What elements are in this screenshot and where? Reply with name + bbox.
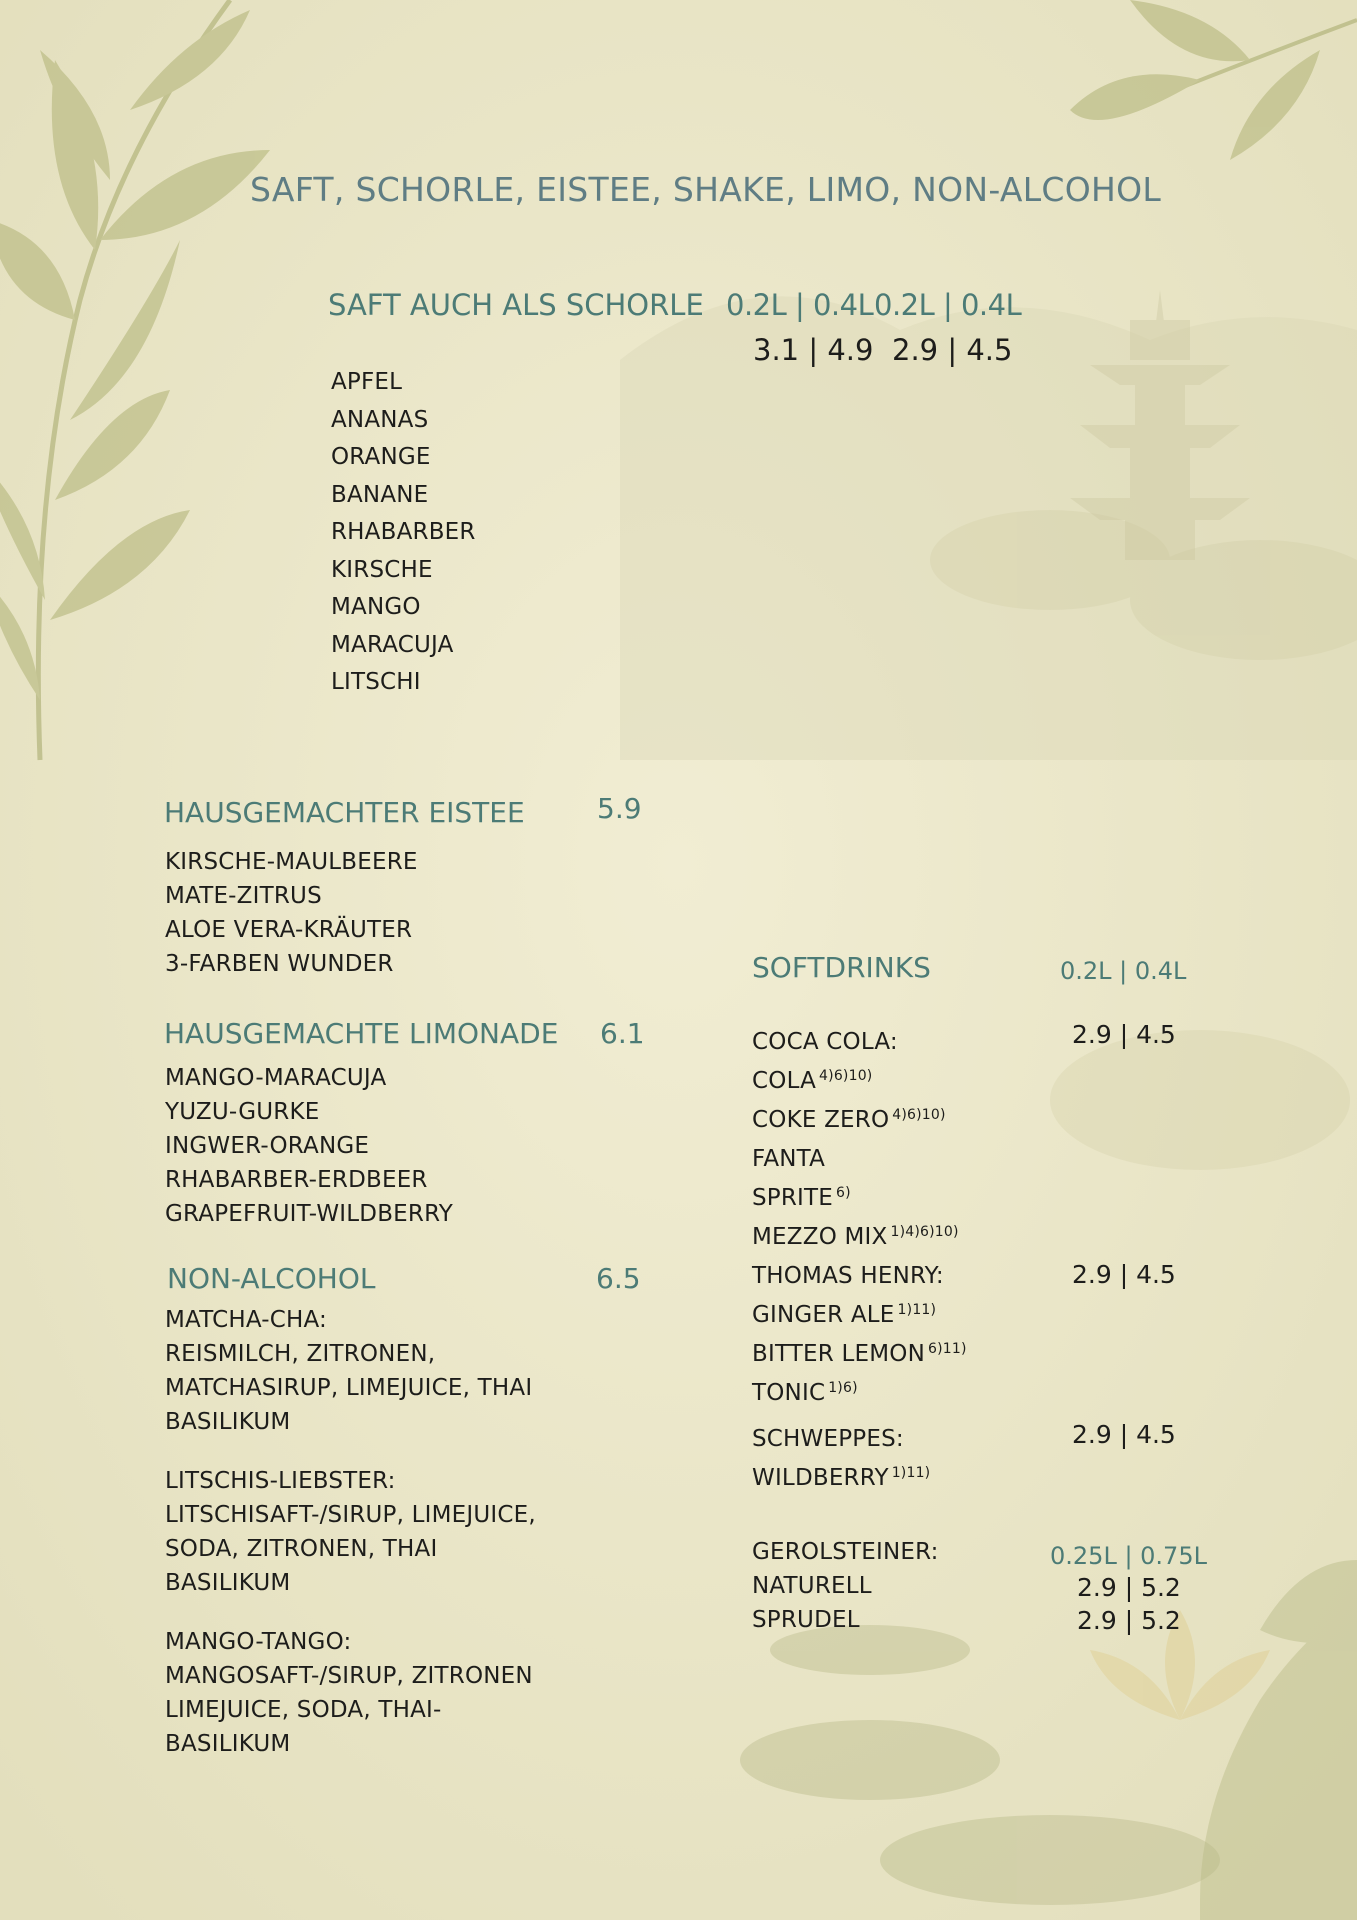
drink-name: MATCHA-CHA: [165, 1307, 328, 1333]
page-title: SAFT, SCHORLE, EISTEE, SHAKE, LIMO, NON-ALCOHOL [250, 170, 1162, 209]
list-item: MANGO-MARACUJA [165, 1065, 387, 1091]
non-alcohol-drink-litschi [165, 1464, 536, 1600]
allergen-note: 1)11) [891, 1465, 931, 1481]
drink-description: LIMEJUICE, SODA, THAI- [165, 1697, 442, 1723]
saft-price-col-2: 2.9 | 4.5 [892, 333, 1013, 367]
list-item: 3-FARBEN WUNDER [165, 951, 394, 977]
list-item: SPRUDEL [752, 1607, 860, 1633]
allergen-note: 6) [836, 1185, 851, 1201]
group-brand: COCA COLA: [752, 1029, 898, 1055]
limonade-price: 6.1 [600, 1017, 645, 1050]
list-item: WILDBERRY $^{1)11)}$ [752, 1465, 931, 1491]
saft-price-col-1: 3.1 | 4.9 [753, 333, 874, 367]
softdrinks-size: 0.2L | 0.4L [1060, 957, 1187, 985]
limonade-heading: HAUSGEMACHTE LIMONADE [164, 1017, 559, 1050]
list-item: GRAPEFRUIT-WILDBERRY [165, 1201, 454, 1227]
non-alcohol-heading: NON-ALCOHOL [167, 1262, 376, 1295]
list-item: INGWER-ORANGE [165, 1133, 370, 1159]
softdrinks-group-schweppes [752, 1422, 930, 1495]
limonade-item-list [165, 1061, 453, 1231]
softdrinks-heading: SOFTDRINKS [752, 951, 931, 984]
softdrinks-group-coca-cola [752, 1025, 959, 1254]
saft-item-list [331, 364, 476, 702]
drink-name: MANGO-TANGO: [165, 1629, 352, 1655]
drink-name: LITSCHIS-LIEBSTER: [165, 1468, 396, 1494]
list-item: MATE-ZITRUS [165, 883, 322, 909]
eistee-heading: HAUSGEMACHTER EISTEE [164, 796, 525, 829]
saft-size-col-1: 0.2L | 0.4L [726, 288, 874, 322]
drink-description: BASILIKUM [165, 1570, 291, 1596]
allergen-note: 1)11) [897, 1302, 937, 1318]
drink-description: SODA, ZITRONEN, THAI [165, 1536, 438, 1562]
non-alcohol-drink-mango [165, 1625, 533, 1761]
drink-description: REISMILCH, ZITRONEN, [165, 1341, 436, 1367]
gerolsteiner-price-sprudel: 2.9 | 5.2 [1077, 1606, 1181, 1635]
allergen-note: 6)11) [927, 1341, 967, 1357]
list-item: GINGER ALE $^{1)11)}$ [752, 1302, 937, 1328]
gerolsteiner-price-naturell: 2.9 | 5.2 [1077, 1573, 1181, 1602]
list-item: KIRSCHE-MAULBEERE [165, 849, 418, 875]
list-item: NATURELL [752, 1573, 872, 1599]
allergen-note: 4)6)10) [819, 1068, 873, 1084]
eistee-price: 5.9 [597, 792, 642, 825]
saft-heading: SAFT AUCH ALS SCHORLE [328, 288, 704, 322]
allergen-note: 1)4)6)10) [890, 1224, 959, 1240]
softdrinks-group-thomas-henry [752, 1259, 967, 1410]
allergen-note: 1)6) [828, 1380, 858, 1396]
group-brand: GEROLSTEINER: [752, 1539, 939, 1565]
allergen-note: 4)6)10) [892, 1107, 946, 1123]
gerolsteiner-size: 0.25L | 0.75L [1050, 1542, 1207, 1570]
list-item: FANTA [752, 1146, 826, 1172]
list-item: RHABARBER [331, 519, 476, 545]
non-alcohol-price: 6.5 [596, 1262, 641, 1295]
list-item: MARACUJA [331, 631, 454, 658]
list-item: TONIC $^{1)6)}$ [752, 1380, 858, 1406]
saft-size-col-2: 0.2L | 0.4L [874, 288, 1022, 322]
list-item: LITSCHI [331, 669, 421, 695]
softdrinks-group-gerolsteiner [752, 1535, 939, 1637]
list-item: APFEL [331, 369, 403, 395]
list-item: KIRSCHE [331, 556, 433, 583]
list-item: BANANE [331, 481, 429, 508]
list-item: YUZU-GURKE [165, 1099, 320, 1125]
list-item: ORANGE [331, 444, 431, 470]
drink-description: LITSCHISAFT-/SIRUP, LIMEJUICE, [165, 1502, 536, 1528]
list-item: COKE ZERO $^{4)6)10)}$ [752, 1107, 946, 1133]
list-item: ALOE VERA-KRÄUTER [165, 917, 413, 943]
schweppes-price: 2.9 | 4.5 [1072, 1420, 1176, 1449]
list-item: BITTER LEMON $^{6)11)}$ [752, 1341, 967, 1367]
drink-description: BASILIKUM [165, 1409, 291, 1435]
eistee-item-list [165, 845, 418, 981]
list-item: MANGO [331, 594, 421, 620]
list-item: RHABARBER-ERDBEER [165, 1167, 428, 1193]
list-item: ANANAS [331, 406, 429, 433]
drink-description: BASILIKUM [165, 1731, 291, 1757]
list-item: COLA $^{4)6)10)}$ [752, 1068, 873, 1094]
group-brand: SCHWEPPES: [752, 1426, 904, 1452]
list-item: MEZZO MIX $^{1)4)6)10)}$ [752, 1224, 959, 1250]
drink-description: MANGOSAFT-/SIRUP, ZITRONEN [165, 1663, 533, 1689]
group-brand: THOMAS HENRY: [752, 1263, 944, 1289]
list-item: SPRITE $^{6)}$ [752, 1185, 851, 1211]
non-alcohol-drink-matcha [165, 1303, 532, 1439]
coca-cola-price: 2.9 | 4.5 [1072, 1020, 1176, 1049]
thomas-henry-price: 2.9 | 4.5 [1072, 1260, 1176, 1289]
drink-description: MATCHASIRUP, LIMEJUICE, THAI [165, 1375, 533, 1401]
